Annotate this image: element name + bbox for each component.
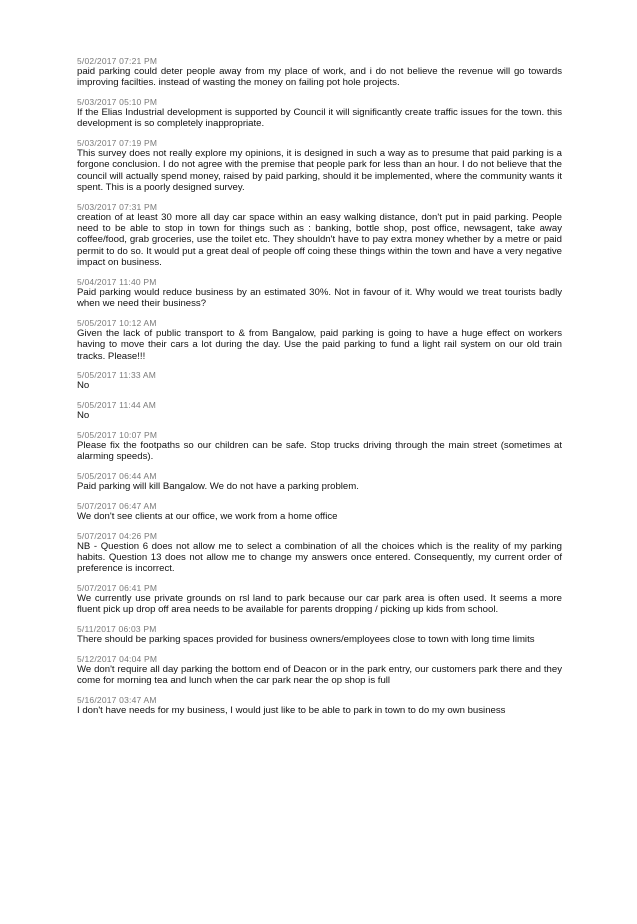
comment-timestamp: 5/05/2017 11:44 AM (77, 400, 157, 411)
comment-text: If the Elias Industrial development is supported by Council it will significantly create traffic issues for the town. this development is so completely inappropriate. (77, 107, 562, 130)
comment-text: Given the lack of public transport to & from Bangalow, paid parking is going to have a huge effect on workers having to move their cars a lot during the day. Use the paid parking to fund a light rail system on our old train tracks. Please!!! (77, 327, 562, 362)
comment-entry (77, 202, 562, 268)
comment-text: NB - Question 6 does not allow me to select a combination of all the choices which is the reality of my parking habits. Question 13 does not allow me to change my answers once entered. Consequently, my current order of preference is incorrect. (77, 540, 562, 575)
comment-text: paid parking could deter people away from my place of work, and i do not believe the revenue will go towards improving facilties. instead of wasting the money on failing pot hole projects. (77, 66, 562, 89)
comment-text: No (77, 410, 90, 422)
comment-text: No (77, 380, 90, 392)
comment-entry (77, 501, 562, 522)
comment-text: This survey does not really explore my opinions, it is designed in such a way as to presume that paid parking is a forgone conclusion. I do not agree with the premise that people park for less than an hour. I do not believe that the council will actually spend money, raised by paid parking, should it be implemented, where the community wants it spent. This is a poorly designed survey. (77, 148, 562, 194)
comment-text: creation of at least 30 more all day car space within an easy walking distance, don't put in paid parking. People need to be able to stop in town for things such as : banking, bottle shop, post office, newsagent, take away coffee/food, grab groceries, use the toilet etc. They shouldn't have to pay extra money whether by a metre or paid permit to do so. It would put a great deal of people off coing these things within the town and have a very negative impact on business. (77, 211, 562, 269)
comment-entry (77, 583, 562, 616)
comment-entry (77, 277, 562, 310)
survey-comments-page (77, 56, 562, 725)
comment-entry (77, 654, 562, 687)
comment-timestamp: 5/05/2017 10:07 PM (77, 429, 158, 440)
comment-entry (77, 400, 562, 421)
comment-timestamp: 5/03/2017 05:10 PM (77, 97, 158, 108)
comment-text: Paid parking would reduce business by an estimated 30%. Not in favour of it. Why would we treat tourists badly when we need their business? (77, 286, 562, 310)
comment-text: There should be parking spaces provided for business owners/employees close to town with long time limits (77, 634, 535, 646)
comment-entry (77, 370, 562, 391)
comment-entry (77, 56, 562, 89)
comment-text: Please fix the footpaths so our children can be safe. Stop trucks driving through the main street (sometimes at alarming speeds). (77, 439, 562, 463)
comment-text: I don't have needs for my business, I would just like to be able to park in town to do my own business (77, 705, 506, 716)
comment-text: We don't see clients at our office, we work from a home office (77, 510, 338, 522)
comment-entry (77, 138, 562, 193)
comment-entry (77, 471, 562, 492)
comment-timestamp: 5/16/2017 03:47 AM (77, 695, 157, 705)
comment-timestamp: 5/04/2017 11:40 PM (77, 276, 157, 287)
comment-timestamp: 5/03/2017 07:19 PM (77, 138, 158, 149)
comment-timestamp: 5/02/2017 07:21 PM (77, 56, 158, 66)
comment-entry (77, 531, 562, 575)
comment-entry (77, 624, 562, 645)
comment-timestamp: 5/05/2017 11:33 AM (77, 370, 157, 381)
comment-timestamp: 5/05/2017 06:44 AM (77, 471, 157, 482)
comment-text: We don't require all day parking the bottom end of Deacon or in the park entry, our customers park there and they come for morning tea and lunch when the car park near the op shop is full (77, 663, 562, 687)
comment-entry (77, 430, 562, 463)
comment-text: Paid parking will kill Bangalow. We do not have a parking problem. (77, 481, 359, 493)
comment-entry (77, 318, 562, 362)
comment-timestamp: 5/12/2017 04:04 PM (77, 653, 158, 664)
comment-timestamp: 5/03/2017 07:31 PM (77, 201, 158, 212)
comment-entry (77, 695, 562, 716)
comment-text: We currently use private grounds on rsl land to park because our car park area is often used. It seems a more fluent pick up drop off area needs to be available for parents dropping / picking up kids from school. (77, 593, 562, 616)
comment-timestamp: 5/07/2017 06:41 PM (77, 583, 158, 594)
comment-timestamp: 5/07/2017 04:26 PM (77, 530, 158, 541)
comment-timestamp: 5/05/2017 10:12 AM (77, 317, 157, 328)
comment-entry (77, 97, 562, 130)
comment-timestamp: 5/11/2017 06:03 PM (77, 624, 157, 635)
comment-timestamp: 5/07/2017 06:47 AM (77, 500, 157, 511)
